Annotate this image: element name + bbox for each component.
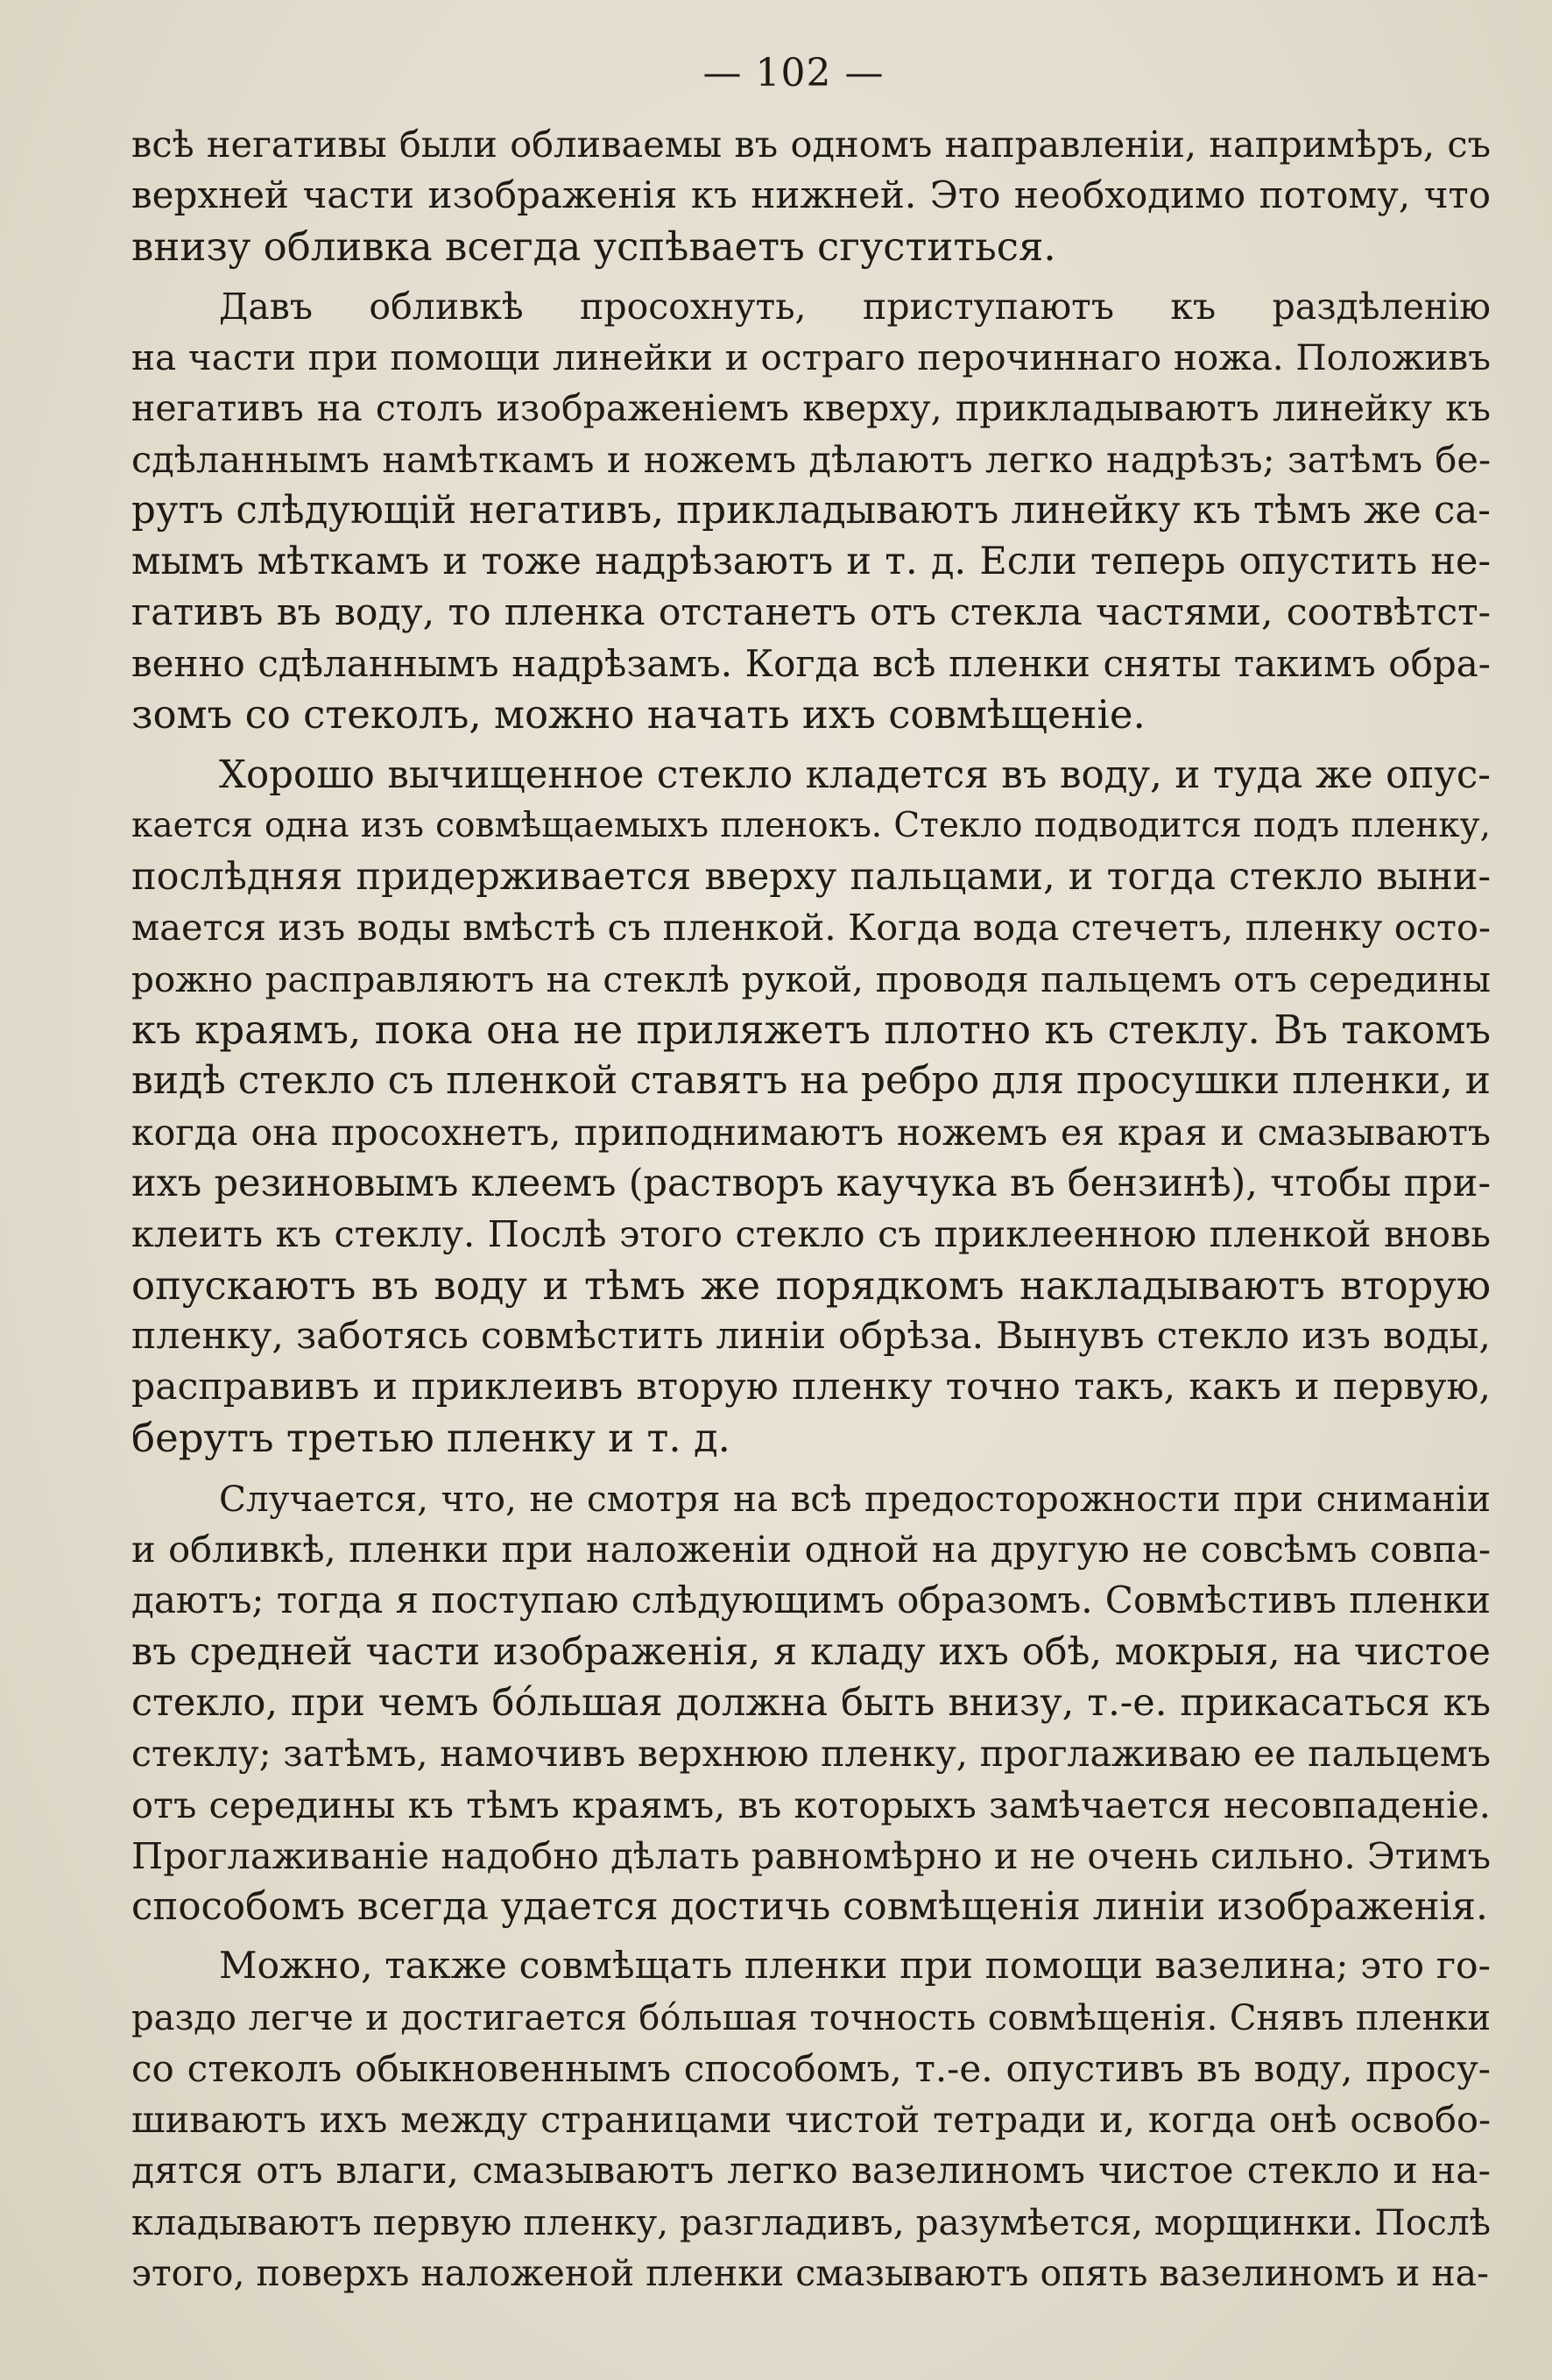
- text-line: рутъ слѣдующій негативъ, прикладываютъ линейку къ тѣмъ же са-: [131, 489, 1491, 533]
- body-text: [131, 119, 1491, 2299]
- text-line: со стеколъ обыкновеннымъ способомъ, т.-е. опустивъ въ воду, просу-: [131, 2046, 1491, 2090]
- paragraph: [131, 1473, 1491, 1933]
- text-line: Хорошо вычищенное стекло кладется въ воду, и туда же опус-: [219, 752, 1491, 797]
- text-line: къ краямъ, пока она не приляжетъ плотно къ стеклу. Въ такомъ: [131, 1006, 1491, 1054]
- text-line: отъ середины къ тѣмъ краямъ, въ которыхъ замѣчается несовпаденіе.: [131, 1783, 1491, 1826]
- text-line: стекло, при чемъ бóльшая должна быть внизу, т.-е. прикасаться къ: [131, 1680, 1491, 1725]
- text-line: гативъ въ воду, то пленка отстанетъ отъ стекла частями, соотвѣтст-: [131, 590, 1491, 634]
- text-line: когда она просохнетъ, приподнимаютъ ножемъ ея края и смазываютъ: [131, 1111, 1491, 1154]
- text-line: пленку, заботясь совмѣстить линіи обрѣза. Вынувъ стекло изъ воды,: [131, 1314, 1491, 1358]
- text-line: послѣдняя придерживается вверху пальцами, и тогда стекло выни-: [131, 855, 1491, 900]
- text-line: и обливкѣ, пленки при наложеніи одной на другую не совсѣмъ совпа-: [131, 1528, 1491, 1571]
- text-line: стеклу; затѣмъ, намочивъ верхнюю пленку, проглаживаю ее пальцемъ: [131, 1733, 1491, 1776]
- text-line: зомъ со стеколъ, можно начать ихъ совмѣщеніе.: [131, 691, 1146, 738]
- text-line: кается одна изъ совмѣщаемыхъ пленокъ. Стекло подводится подъ пленку,: [131, 805, 1491, 845]
- text-line: мается изъ воды вмѣстѣ съ пленкой. Когда вода стечетъ, пленку осто-: [131, 906, 1491, 950]
- text-line: раздо легче и достигается бóльшая точность совмѣщенія. Снявъ пленки: [131, 1997, 1491, 2038]
- text-line: способомъ всегда удается достичь совмѣщенія линіи изображенія.: [131, 1885, 1488, 1930]
- text-line: дятся отъ влаги, смазываютъ легко вазелиномъ чистое стекло и на-: [131, 2149, 1491, 2193]
- text-line: верхней части изображенія къ нижней. Это необходимо потому, что: [131, 173, 1491, 217]
- text-line: мымъ мѣткамъ и тоже надрѣзаютъ и т. д. Если теперь опустить не-: [131, 540, 1491, 584]
- text-line: клеить къ стеклу. Послѣ этого стекло съ приклеенною пленкой вновь: [131, 1212, 1491, 1256]
- text-line: ихъ резиновымъ клеемъ (растворъ каучука въ бензинѣ), чтобы при-: [131, 1161, 1491, 1205]
- text-line: даютъ; тогда я поступаю слѣдующимъ образомъ. Совмѣстивъ пленки: [131, 1578, 1491, 1622]
- text-line: Проглаживаніе надобно дѣлать равномѣрно и не очень сильно. Этимъ: [131, 1833, 1491, 1877]
- text-line: кладываютъ первую пленку, разгладивъ, разумѣется, морщинки. Послѣ: [131, 2200, 1491, 2243]
- text-line: Давъ обливкѣ просохнуть, приступаютъ къ раздѣленію: [219, 285, 1491, 328]
- page-number: — 102 —: [702, 51, 885, 95]
- text-line: рожно расправляютъ на стеклѣ рукой, проводя пальцемъ отъ середины: [131, 957, 1491, 1000]
- text-line: всѣ негативы были обливаемы въ одномъ направленіи, напримѣръ, съ: [131, 123, 1491, 166]
- text-line: берутъ третью пленку и т. д.: [131, 1415, 730, 1462]
- text-line: внизу обливка всегда успѣваетъ сгуститься.: [131, 222, 1056, 270]
- text-line: видѣ стекло съ пленкой ставятъ на ребро для просушки пленки, и: [131, 1058, 1491, 1104]
- paragraph: [131, 1941, 1491, 2299]
- paragraph: [131, 281, 1491, 741]
- text-line: негативъ на столъ изображеніемъ кверху, прикладываютъ линейку къ: [131, 387, 1491, 430]
- text-line: сдѣланнымъ намѣткамъ и ножемъ дѣлаютъ легко надрѣзъ; затѣмъ бе-: [131, 437, 1491, 481]
- text-line: Можно, также совмѣщать пленки при помощи вазелина; это го-: [219, 1945, 1491, 1988]
- text-line: венно сдѣланнымъ надрѣзамъ. Когда всѣ пленки сняты такимъ обра-: [131, 641, 1491, 685]
- text-line: расправивъ и приклеивъ вторую пленку точно такъ, какъ и первую,: [131, 1366, 1491, 1409]
- text-line: опускаютъ въ воду и тѣмъ же порядкомъ накладываютъ вторую: [131, 1261, 1491, 1309]
- text-line: шиваютъ ихъ между страницами чистой тетради и, когда онѣ освобо-: [131, 2098, 1491, 2142]
- paragraph: [131, 750, 1491, 1465]
- text-line: этого, поверхъ наложеной пленки смазываютъ опять вазелиномъ и на-: [131, 2252, 1489, 2295]
- text-line: Случается, что, не смотря на всѣ предосторожности при сниманіи: [219, 1477, 1491, 1520]
- text-line: въ средней части изображенія, я кладу ихъ обѣ, мокрыя, на чистое: [131, 1629, 1491, 1674]
- paragraph: [131, 119, 1491, 272]
- text-line: на части при помощи линейки и остраго перочиннаго ножа. Положивъ: [131, 336, 1491, 379]
